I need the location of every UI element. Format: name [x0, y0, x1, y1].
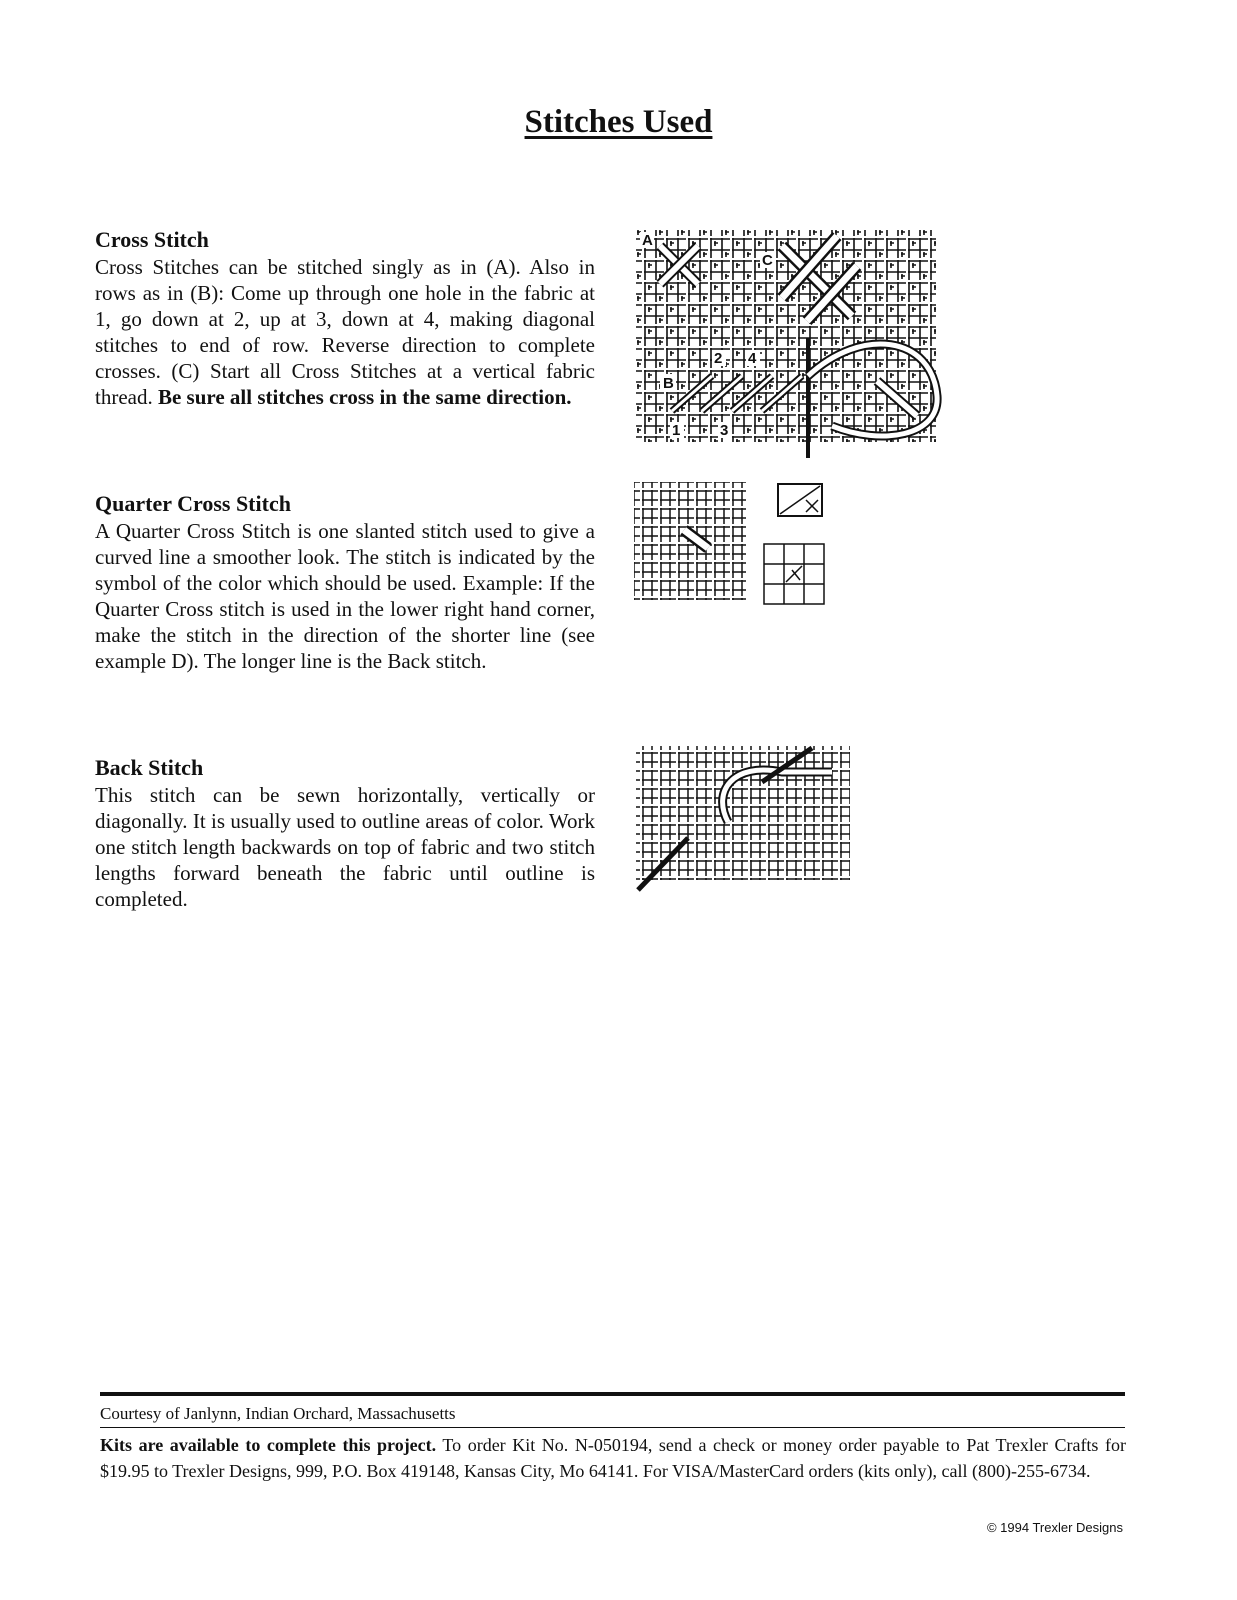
quarter-cross-stitch-diagram [632, 480, 832, 610]
label-3: 3 [720, 422, 729, 439]
quarter-grid-icon [764, 544, 824, 604]
quarter-cross-stitch-section [95, 490, 595, 674]
label-a: A [642, 232, 653, 249]
back-stitch-heading: Back Stitch [95, 755, 204, 780]
back-stitch-figure [632, 742, 854, 892]
cross-stitch-section [95, 226, 595, 410]
label-b: B [663, 375, 674, 392]
courtesy-line: Courtesy of Janlynn, Indian Orchard, Massachusetts [100, 1404, 456, 1423]
quarter-cross-stitch-body: A Quarter Cross Stitch is one slanted stitch used to give a curved line a smoother look. The stitch is indicated by the symbol of the color which should be used. Example: If the Quarter Cross stitch is used in the lower right hand corner, make the stitch in the direction of the shorter line (see example D). The longer line is the Back stitch. [95, 519, 595, 673]
cross-stitch-text: Cross Stitches can be stitched singly as in (A). Also in rows as in (B): Come up through one hole in the fabric at 1, go down at 2, up at 3, down at 4, making diagonal stitches to end of row. Reverse direction to complete crosses. (C) Start all Cross Stitches at a vertical fabric thread. [95, 255, 595, 409]
cross-stitch-emphasis: Be sure all stitches cross in the same direction. [157, 385, 572, 409]
quarter-symbol-icon [778, 484, 822, 516]
quarter-cross-stitch-heading: Quarter Cross Stitch [95, 491, 291, 516]
footer-divider-thin [100, 1427, 1125, 1428]
cross-stitch-heading: Cross Stitch [95, 227, 209, 252]
cross-stitch-body [95, 254, 595, 410]
cross-stitch-figure [632, 226, 942, 458]
kits-info [100, 1432, 1126, 1484]
kits-text: To order Kit No. N-050194, send a check or money order payable to Pat Trexler Crafts for $19.95 to Trexler Designs, 999, P.O. Box 419148, Kansas City, Mo 64141. For VISA/MasterCard orders (kits only), call (800)-255-6734. [100, 1435, 1126, 1481]
back-stitch-diagram [632, 742, 854, 892]
copyright: © 1994 Trexler Designs [986, 1520, 1123, 1535]
back-stitch-section [95, 754, 595, 912]
quarter-cross-stitch-figure [632, 480, 832, 610]
label-1: 1 [672, 422, 681, 439]
kits-bold: Kits are available to complete this project. [100, 1435, 437, 1455]
cross-stitch-diagram [632, 226, 942, 458]
back-stitch-body: This stitch can be sewn horizontally, vertically or diagonally. It is usually used to outline areas of color. Work one stitch length backwards on top of fabric and two stitch lengths forward beneath the fabric until outline is completed. [95, 783, 595, 911]
label-4: 4 [748, 350, 757, 367]
page-title: Stitches Used [524, 104, 713, 140]
footer-divider [100, 1392, 1125, 1396]
label-2: 2 [714, 350, 723, 367]
label-c: C [762, 252, 773, 269]
